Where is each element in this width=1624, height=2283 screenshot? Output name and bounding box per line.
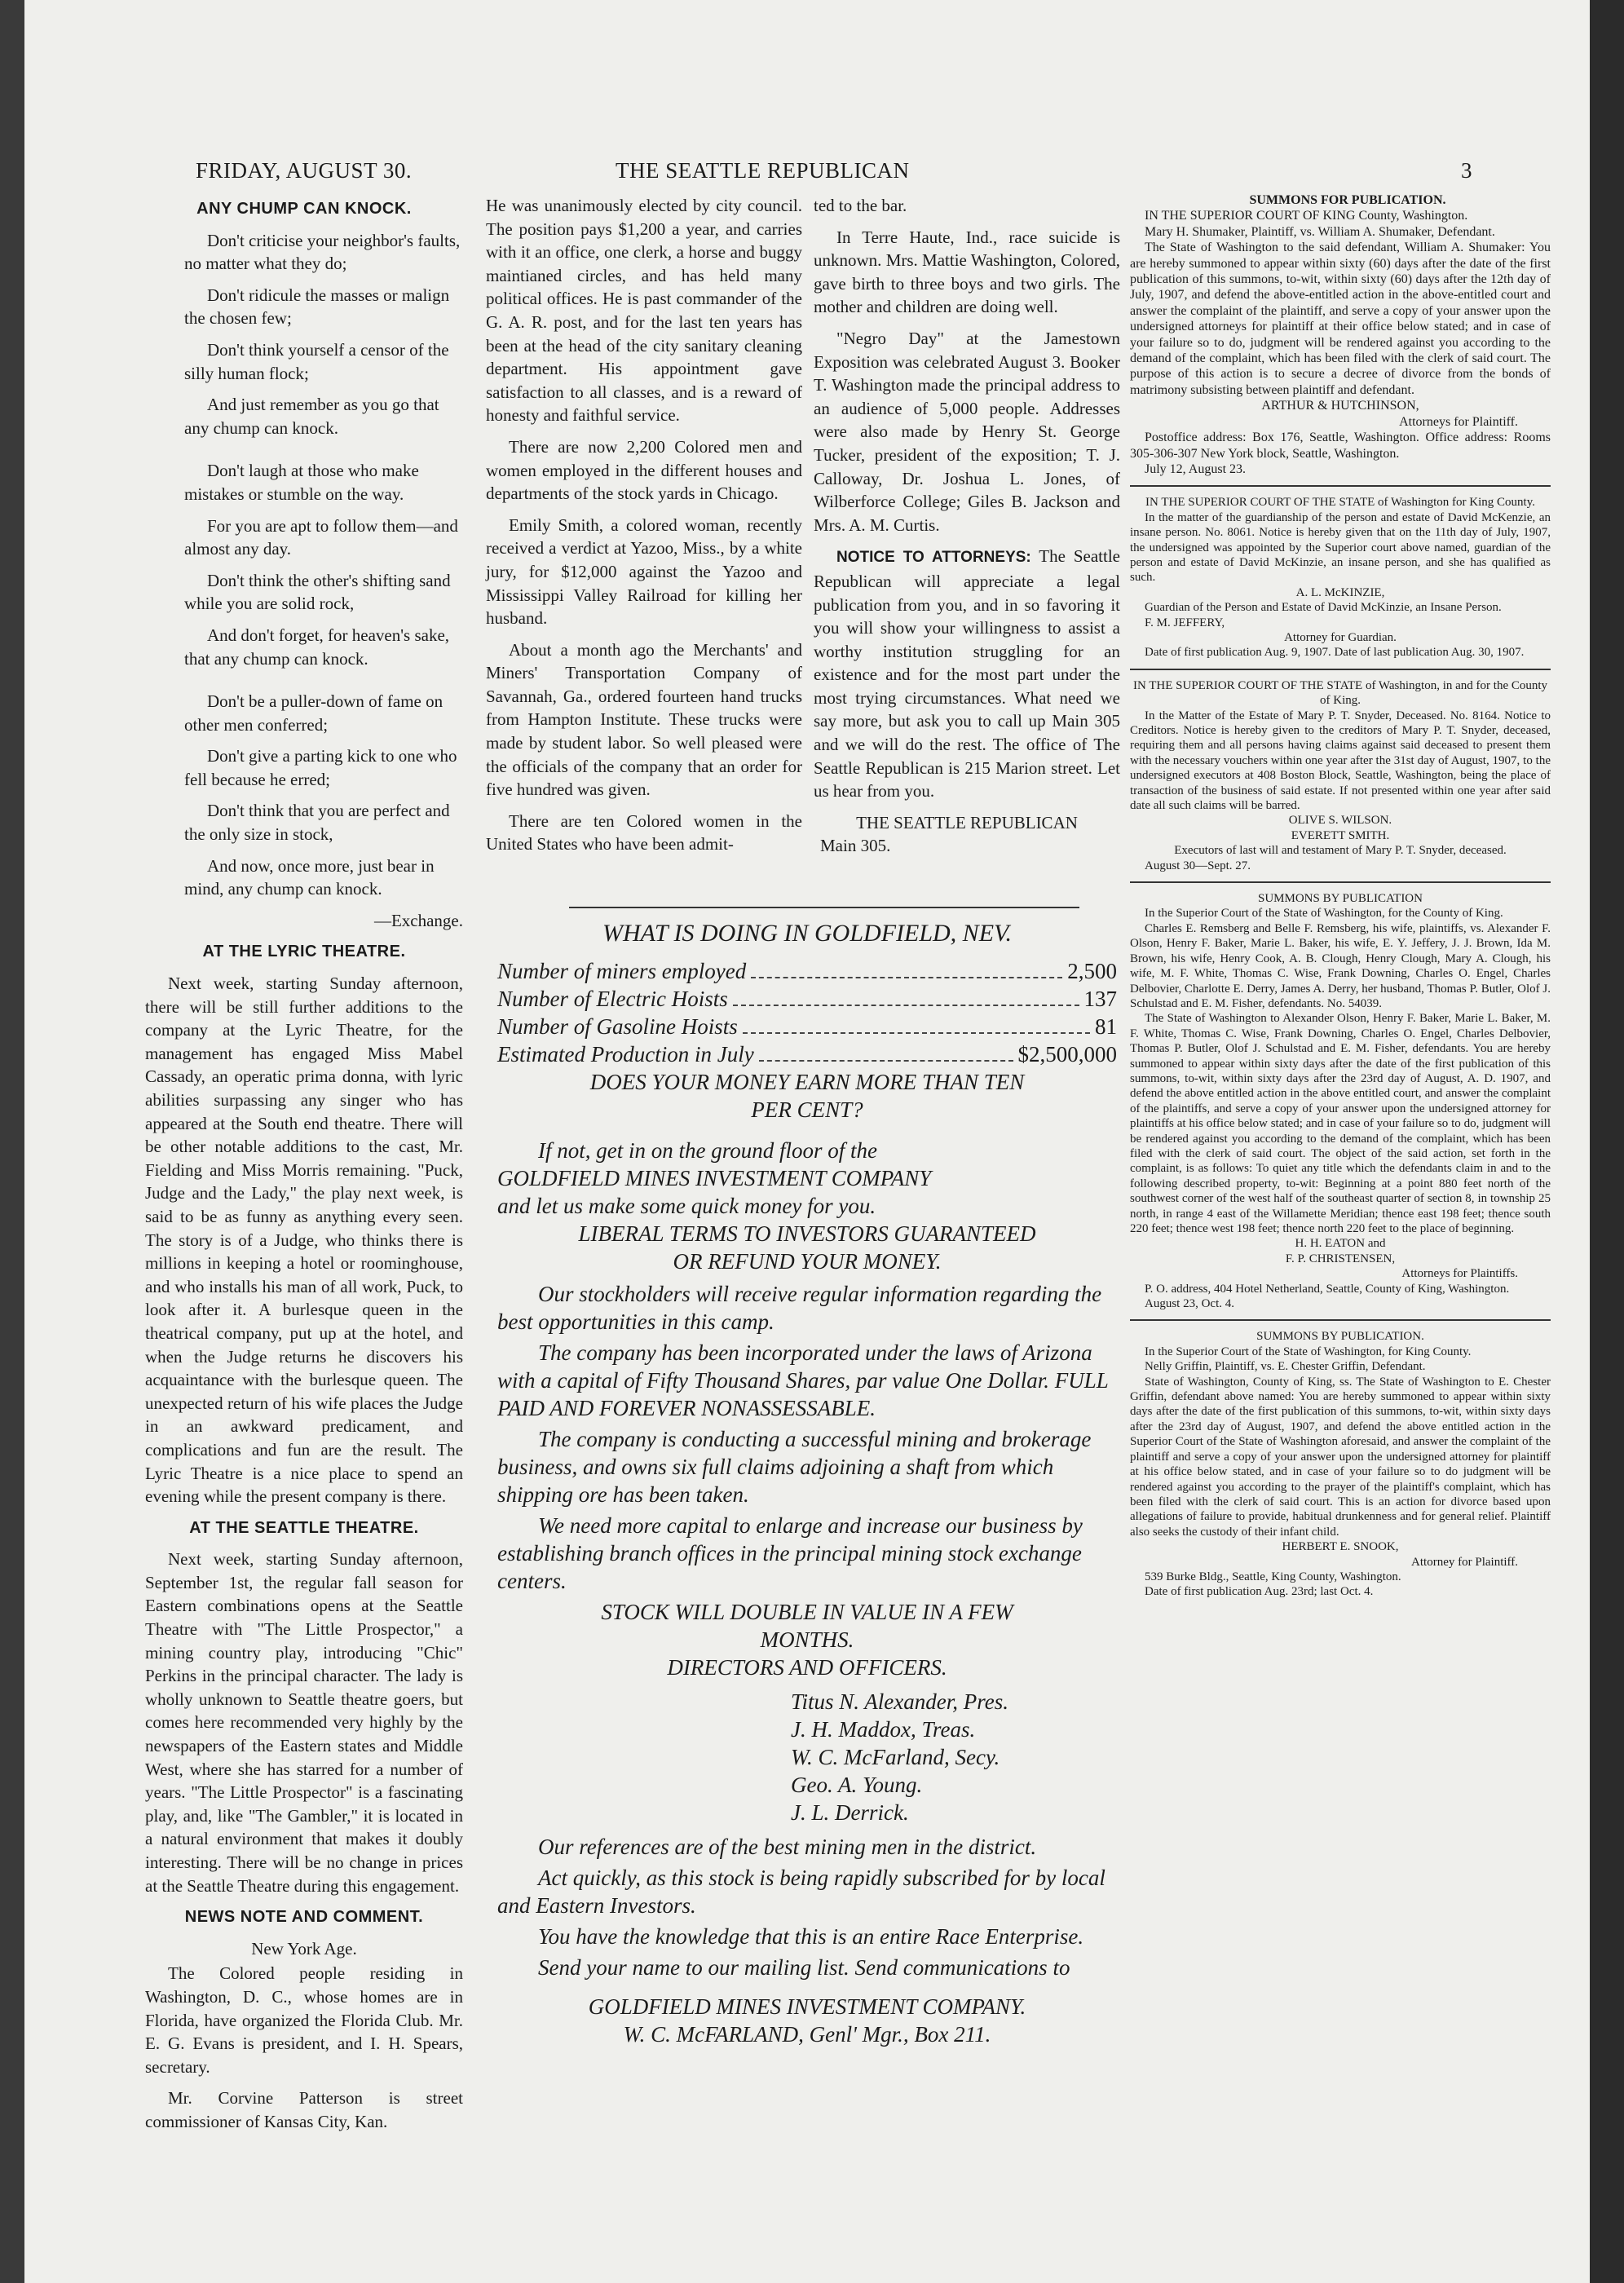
poem-line: Don't be a puller-down of fame on other men conferred; <box>184 691 444 735</box>
legal-notice-title: SUMMONS FOR PUBLICATION. <box>1249 193 1446 207</box>
legal-separator <box>1130 669 1551 670</box>
scan-edge <box>1590 0 1624 2283</box>
news-note-heading: NEWS NOTE AND COMMENT. <box>184 1908 424 1927</box>
column-2 <box>486 194 802 864</box>
news-paragraph: Mr. Corvine Patterson is street commissioner of Kansas City, Kan. <box>145 2088 463 2131</box>
article-paragraph: In Terre Haute, Ind., race suicide is unknown. Mrs. Mattie Washington, Colored, gave birth to three boys and two girls. The mother and children are doing well. <box>814 227 1120 317</box>
ad-stock-claim: MONTHS. <box>760 1627 854 1652</box>
legal-notice-guardianship <box>1130 495 1551 660</box>
ad-text: You have the knowledge that this is an entire Race Enterprise. <box>538 1924 1084 1949</box>
legal-body: State of Washington, County of King, ss. The State of Washington to E. Chester Griffin, defendant above named: You are hereby summoned to appear within sixty days after the date of the first publication of this summons, to-wit, within sixty days after the 23rd day of August, 1907, and defend the above entitled action in the Superior Court of the State of Washington aforesaid, and answer the complaint of the plaintiff and serve a copy of your answer upon the undersigned attorney for plaintiff at his office below stated, and in case of your failure so to do judgment will be rendered against you according to the prayer of the plaintiff's complaint, which has been filed with the clerk of said court. This is an action for divorce based upon allegations of failure to provide, habitual drunkenness and for general relief. Plaintiff also seeks the custody of their infant child. <box>1130 1375 1551 1539</box>
poem-line: And now, once more, just bear in mind, any chump can knock. <box>184 855 435 899</box>
article-paragraph: ted to the bar. <box>814 196 907 215</box>
ad-officer: W. C. McFarland, Secy. <box>791 1745 1000 1769</box>
legal-dates: July 12, August 23. <box>1145 461 1247 476</box>
legal-signature: OLIVE S. WILSON. <box>1288 814 1392 828</box>
legal-notice-remsberg <box>1130 891 1551 1311</box>
poem-line: Don't laugh at those who make mistakes or stumble on the way. <box>184 461 419 504</box>
legal-notices-column <box>1130 192 1551 1600</box>
legal-separator <box>1130 1319 1551 1321</box>
legal-address: Postoffice address: Box 176, Seattle, Washington. Office address: Rooms 305-306-307 New York block, Seattle, Washington. <box>1130 431 1551 461</box>
seattle-theatre-heading: AT THE SEATTLE THEATRE. <box>189 1518 419 1537</box>
poem-stanza <box>145 229 463 440</box>
page-number: 3 <box>1461 158 1472 183</box>
legal-signature: HERBERT E. SNOOK, <box>1282 1540 1399 1554</box>
notice-text: The Seattle Republican will appreciate a legal publication from you, and in so favoring it you will show your willingness to assist a worthy institution struggling for an existence and for the most part under the most trying circumstances. What need we say more, but ask you to call up Main 305 and we will do the rest. The office of The Seattle Republican is 215 Marion street. Let us hear from you. <box>814 546 1121 801</box>
ad-terms: LIBERAL TERMS TO INVESTORS GUARANTEED <box>578 1221 1036 1246</box>
ad-text: The company is conducting a successful mining and brokerage business, and owns six full claims adjoining a shaft from which shipping ore has been taken. <box>497 1427 1092 1507</box>
ad-question: DOES YOUR MONEY EARN MORE THAN TEN <box>589 1070 1025 1094</box>
ad-company-name: GOLDFIELD MINES INVESTMENT COMPANY <box>497 1166 932 1190</box>
page-binding-strip <box>0 0 26 2283</box>
legal-notice-griffin <box>1130 1329 1551 1599</box>
legal-dates: August 30—Sept. 27. <box>1145 859 1251 872</box>
legal-court: In the Superior Court of the State of Washington, for the County of King. <box>1145 907 1503 921</box>
legal-signature-title: Attorneys for Plaintiffs. <box>1401 1267 1518 1281</box>
ad-stat-value: $2,500,000 <box>1017 1042 1117 1066</box>
ad-stat-row <box>497 1040 1117 1068</box>
ad-officer: J. L. Derrick. <box>791 1800 909 1825</box>
legal-notice-title: IN THE SUPERIOR COURT OF THE STATE of Washington, in and for the County of King. <box>1132 678 1548 708</box>
legal-signature: H. H. EATON and <box>1295 1237 1386 1251</box>
legal-signature-title: Attorney for Plaintiff. <box>1411 1555 1518 1569</box>
ad-stat-label: Number of Gasoline Hoists <box>497 1014 738 1039</box>
legal-signature: ARTHUR & HUTCHINSON, <box>1261 399 1419 413</box>
legal-signature: F. P. CHRISTENSEN, <box>1285 1252 1396 1265</box>
notice-signature: THE SEATTLE REPUBLICAN <box>856 812 1078 832</box>
legal-signature-title: Executors of last will and testament of Mary P. T. Snyder, deceased. <box>1174 844 1507 858</box>
ad-text: Our references are of the best mining men in the district. <box>538 1835 1037 1859</box>
ad-text: The company has been incorporated under the laws of Arizona with a capital of Fifty Thousand Shares, par value One Dollar. FULL PAID AND FOREVER NONASSESSABLE. <box>497 1340 1109 1420</box>
legal-body: In the matter of the guardianship of the person and estate of David McKenzie, an insane person. No. 8061. Notice is hereby given that on the 11th day of July, 1907, the undersigned was appointed by the Superior court above named, guardian of the person and estate of David McKinzie, an insane person, and she has qualified as such. <box>1130 510 1551 585</box>
ad-stat-row <box>497 1013 1117 1040</box>
article-paragraph: He was unanimously elected by city council. The position pays $1,200 a year, and carries with it an office, one clerk, a horse and buggy maintianed circles, and has held many political offices. He is past commander of the G. A. R. post, and for the last ten years has been at the head of the city sanitary cleaning department. His appointment gave satisfaction to all classes, and is a reward of honesty and faithful service. <box>486 196 802 426</box>
legal-signature-title: Guardian of the Person and Estate of David McKinzie, an Insane Person. <box>1145 601 1502 615</box>
ad-officer: J. H. Maddox, Treas. <box>791 1717 976 1742</box>
ad-terms: OR REFUND YOUR MONEY. <box>673 1249 942 1274</box>
legal-address: P. O. address, 404 Hotel Netherland, Seattle, County of King, Washington. <box>1145 1282 1510 1296</box>
legal-court: IN THE SUPERIOR COURT OF KING County, Washington. <box>1145 209 1468 223</box>
poem-line: Don't think yourself a censor of the silly human flock; <box>184 339 449 383</box>
legal-notice-title: SUMMONS BY PUBLICATION. <box>1256 1330 1424 1344</box>
ad-officer: Titus N. Alexander, Pres. <box>791 1689 1009 1714</box>
ad-text: Our stockholders will receive regular information regarding the best opportunities in this camp. <box>497 1282 1102 1334</box>
ad-directors-heading: DIRECTORS AND OFFICERS. <box>667 1655 947 1680</box>
ad-stat-label: Number of Electric Hoists <box>497 987 728 1011</box>
seattle-theatre-text: Next week, starting Sunday afternoon, September 1st, the regular fall season for Eastern combinations opens at the Seattle Theatre with "The Little Prospector," a mining country play, introducing "Chic" Perkins in the principal character. The lady is wholly unknown to Seattle theatre goers, but comes here recommended very highly by the newspapers of the Eastern states and Middle West, where she has starred for a number of years. "The Little Prospector" is a fascinating play, and, like "The Gambler," it is located in a natural environment that makes it doubly interesting. There will be no change in prices at the Seattle Theatre during this engagement. <box>145 1549 463 1896</box>
article-paragraph: About a month ago the Merchants' and Miners' Transportation Company of Savannah, Ga., ordered fourteen hand trucks from Hampton Institute. These trucks were made by student labor. So well pleased were the officials of the company that an order for five hundred was given. <box>486 639 802 800</box>
poem-line: Don't think the other's shifting sand while you are solid rock, <box>184 570 451 614</box>
ad-stat-value: 137 <box>1083 987 1117 1011</box>
ad-text: If not, get in on the ground floor of the <box>538 1138 877 1163</box>
legal-parties: Mary H. Shumaker, Plaintiff, vs. William A. Shumaker, Defendant. <box>1145 224 1495 239</box>
ad-question: PER CENT? <box>751 1097 863 1122</box>
ad-stat-value: 2,500 <box>1067 959 1117 983</box>
legal-attorney-title: Attorney for Guardian. <box>1284 630 1397 644</box>
news-paragraph: The Colored people residing in Washington, D. C., whose homes are in Florida, have organized the Florida Club. Mr. E. G. Evans is president, and I. H. Spears, secretary. <box>145 1963 463 2077</box>
poem-line: And don't forget, for heaven's sake, that any chump can knock. <box>184 625 450 669</box>
legal-dates: August 23, Oct. 4. <box>1145 1297 1234 1311</box>
article-paragraph: Emily Smith, a colored woman, recently received a verdict at Yazoo, Miss., by a white jury, for $12,000 against the Yazoo and Mississippi Valley Railroad for killing her husband. <box>486 514 802 629</box>
poem-line: Don't think that you are perfect and the only size in stock, <box>184 801 450 845</box>
ad-text: We need more capital to enlarge and increase our business by establishing branch offices in the principal mining stock exchange centers. <box>497 1513 1083 1593</box>
ad-text: Act quickly, as this stock is being rapidly subscribed for by local and Eastern Investors. <box>497 1866 1105 1918</box>
ad-officer: Geo. A. Young. <box>791 1773 923 1797</box>
ad-stat-label: Number of miners employed <box>497 959 747 983</box>
ad-footer-manager: W. C. McFARLAND, Genl' Mgr., Box 211. <box>623 2022 991 2047</box>
ad-text: and let us make some quick money for you. <box>497 1194 876 1218</box>
ad-stat-leader <box>751 977 1062 978</box>
legal-notice-estate <box>1130 678 1551 873</box>
ad-stat-leader <box>759 1060 1013 1062</box>
legal-dates: Date of first publication Aug. 23rd; last Oct. 4. <box>1145 1585 1374 1599</box>
goldfield-advertisement <box>497 920 1117 2048</box>
news-source: New York Age. <box>251 1938 357 1958</box>
article-paragraph: There are ten Colored women in the United States who have been admit- <box>486 810 802 854</box>
column-3 <box>814 194 1120 866</box>
legal-body: The State of Washington to Alexander Olson, Henry F. Baker, Marie L. Baker, M. F. White, Thomas C. Wise, Frank Downing, Charles O. Engel, Charles Delbovier, Thomas P. Butler, Olof J. Schulstad and E. M. Fisher, defendants. You are hereby summoned to appear within sixty days after the date of the first publication of this summons, to-wit, within sixty days after the 23rd day of August, A. D. 1907, and defend the above entitled action in the above entitled court, and answer the complaint of the plaintiffs, and serve a copy of your answer upon the undersigned attorney for plaintiffs at his office below stated; and in case of your failure so to do, judgment will be rendered against you according to the demand of the complaint, which has been filed with the clerk of said court. The object of the said action, set forth in the complaint, is as follows: To quiet any title which the defendants claim in and to the following described property, to-wit: Beginning at a point 880 feet north of the southwest corner of the west half of the southeast quarter of section 8, in township 25 north, in range 4 east of the Willamette Meridian; thence east 198 feet; thence south 220 feet; thence west 198 feet; thence north 220 feet to the place of beginning. <box>1130 1012 1551 1235</box>
notice-paragraph <box>814 545 1120 803</box>
legal-signature-title: Attorneys for Plaintiff. <box>1399 414 1518 429</box>
poem-line: Don't criticise your neighbor's faults, no matter what they do; <box>184 230 461 274</box>
ad-text: Send your name to our mailing list. Send communications to <box>538 1955 1070 1980</box>
notice-heading: NOTICE TO ATTORNEYS: <box>836 549 1031 567</box>
ad-stock-claim: STOCK WILL DOUBLE IN VALUE IN A FEW <box>601 1600 1013 1624</box>
ad-footer-company: GOLDFIELD MINES INVESTMENT COMPANY. <box>588 1994 1026 2019</box>
legal-signature: A. L. McKINZIE, <box>1295 585 1385 599</box>
legal-body: In the Matter of the Estate of Mary P. T. Snyder, Deceased. No. 8164. Notice to Creditors. Notice is hereby given to the creditors of Mary P. T. Snyder, deceased, requiring them and all persons having claims against said deceased to present them with the necessary vouchers within one year after the 31st day of August, 1907, to the undersigned executors at 408 Boston Block, Seattle, Washington, being the place of transaction of the business of said estate. If not presented within one year after said date all such claims will be barred. <box>1130 709 1551 813</box>
poem-line: And just remember as you go that any chump can knock. <box>184 395 439 438</box>
poem-stanza <box>145 690 463 901</box>
ad-stat-label: Estimated Production in July <box>497 1042 754 1066</box>
legal-dates: Date of first publication Aug. 9, 1907. Date of last publication Aug. 30, 1907. <box>1145 646 1525 660</box>
poem-line: Don't ridicule the masses or malign the chosen few; <box>184 285 450 329</box>
ad-stat-value: 81 <box>1095 1014 1117 1039</box>
article-paragraph: "Negro Day" at the Jamestown Exposition was celebrated August 3. Booker T. Washington made the principal address to an audience of 5,000 people. Addresses were also made by Henry St. George Tucker, president of the exposition; T. J. Calloway, Dr. Joshua L. Jones, of Wilberforce College; Giles B. Jackson and Mrs. A. M. Curtis. <box>814 328 1120 535</box>
ad-top-rule <box>569 907 1079 908</box>
ad-stat-row <box>497 957 1117 985</box>
poem-line: For you are apt to follow them—and almost any day. <box>184 515 458 559</box>
ad-stat-leader <box>743 1032 1090 1034</box>
legal-notice-title: SUMMONS BY PUBLICATION <box>1258 892 1423 906</box>
legal-attorney: F. M. JEFFERY, <box>1145 616 1225 629</box>
column-1 <box>145 192 463 2142</box>
article-paragraph: There are now 2,200 Colored men and women employed in the different houses and departments of the stock yards in Chicago. <box>486 436 802 504</box>
legal-body: The State of Washington to the said defendant, William A. Shumaker: You are hereby summoned to appear within sixty (60) days after the date of the first publication of this summons, to-wit, within sixty (60) days after the 12th day of July, 1907, and defend the above-entitled action in the above-entitled court and answer the complaint of the plaintiff, and serve a copy of your answer upon the undersigned attorneys for plaintiff at their office below stated; and in case of your failure so to do, judgment will be rendered against you according to the demand of the complaint, which has been filed with the clerk of said court. The purpose of this action is to secure a decree of divorce from the bonds of matrimony subsisting between plaintiff and defendant. <box>1130 241 1551 397</box>
lyric-theatre-heading: AT THE LYRIC THEATRE. <box>202 943 406 961</box>
legal-signature: EVERETT SMITH. <box>1291 828 1390 842</box>
lyric-theatre-text: Next week, starting Sunday afternoon, there will be still further additions to the company at the Lyric Theatre, for the management has engaged Miss Mabel Cassady, an operatic prima donna, with lyric abilities surpassing any singer who has appeared at the South end theatre. There will be other notable additions to the cast, Mr. Fielding and Miss Morris remaining. "Puck, Judge and the Lady," the play next week, is said to be as funny as anything every seen. The story is of a Judge, who thinks there is millions in keeping a hotel or roominghouse, and who installs his man of all work, Puck, to look after it. A burlesque queen in the theatrical company, put up at the hotel, and when the Judge returns he discovers his acquaintance with the burlesque queen. The unexpected return of his wife places the Judge in an awkward predicament, and complications and fun are the result. The Lyric Theatre is a nice place to spend an evening while the present company is there. <box>145 974 463 1507</box>
legal-separator <box>1130 485 1551 487</box>
newspaper-name: THE SEATTLE REPUBLICAN <box>616 158 910 183</box>
legal-parties: Nelly Griffin, Plaintiff, vs. E. Chester Griffin, Defendant. <box>1145 1360 1426 1374</box>
legal-court: In the Superior Court of the State of Washington, for King County. <box>1145 1345 1472 1358</box>
poem-stanza <box>145 459 463 670</box>
poem-credit: —Exchange. <box>373 910 463 930</box>
poem-line: Don't give a parting kick to one who fell because he erred; <box>184 746 457 789</box>
newspaper-page <box>24 0 1590 2283</box>
legal-notice-title: IN THE SUPERIOR COURT OF THE STATE of Washington for King County. <box>1145 496 1535 510</box>
ad-stat-row <box>497 985 1117 1013</box>
issue-date: FRIDAY, AUGUST 30. <box>196 158 413 183</box>
ad-stat-leader <box>733 1005 1079 1006</box>
legal-separator <box>1130 881 1551 883</box>
poem-title: ANY CHUMP CAN KNOCK. <box>196 200 412 218</box>
legal-parties: Charles E. Remsberg and Belle F. Remsberg, his wife, plaintiffs, vs. Alexander F. Olson, Henry F. Baker, Marie L. Baker, his wife, E. Y. Jeffery, J. J. Brown, Ida M. Brown, his wife, Henry Cook, A. B. Clough, Henry Clough, Mary A. Clough, his wife, M. F. White, Thomas C. Wise, Frank Downing, Charles O. Engel, Charles Delbovier, Charlotte E. Derry, James A. Derry, her husband, Thomas P. Butler, Olof J. Schulstad and E. M. Fisher, defendants. No. 54039. <box>1130 921 1551 1010</box>
notice-phone: Main 305. <box>820 836 891 856</box>
ad-title: WHAT IS DOING IN GOLDFIELD, NEV. <box>602 920 1012 947</box>
legal-address: 539 Burke Bldg., Seattle, King County, Washington. <box>1145 1570 1401 1583</box>
